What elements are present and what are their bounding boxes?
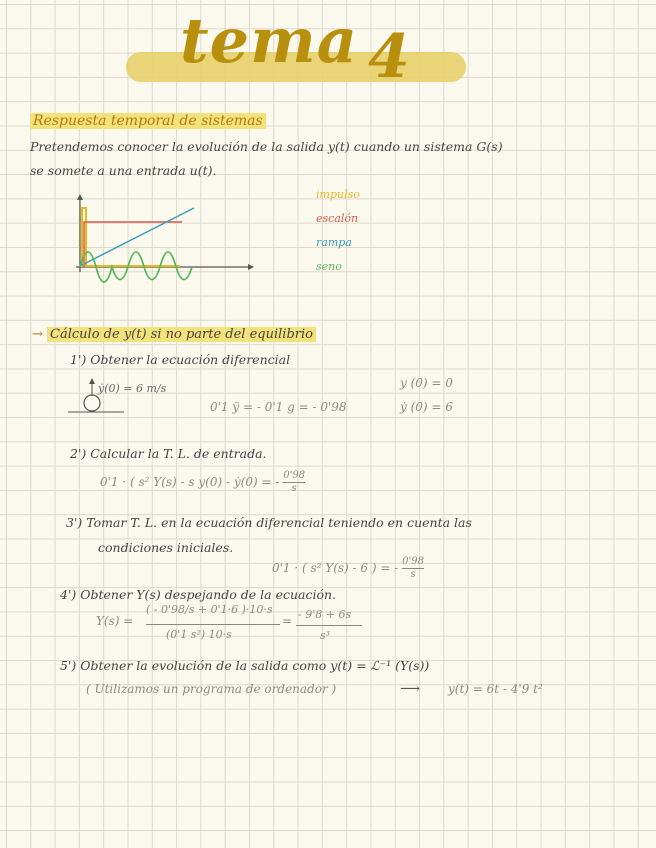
input-signals-graph	[70, 192, 255, 292]
intro-line-2: se somete a una entrada u(t).	[30, 163, 217, 178]
section2-heading: → Cálculo de y(t) si no parte del equilibrio	[32, 327, 316, 342]
step1-equation: 0'1 ÿ = - 0'1 g = - 0'98	[210, 400, 347, 414]
legend-sine: seno	[316, 260, 342, 273]
step4-lhs: Y(s) =	[96, 614, 134, 628]
legend-impulse: impulso	[316, 188, 360, 201]
step4-frac-den: (0'1 s²) 10·s	[166, 628, 232, 641]
step4-equals: =	[282, 614, 293, 628]
page-title: tema	[180, 4, 358, 77]
initial-condition-y: y (0) = 0	[400, 376, 453, 390]
ball-initial-velocity: ẏ(0) = 6 m/s	[98, 382, 167, 395]
step4-frac-num: ( - 0'98/s + 0'1·6 )·10·s	[146, 603, 273, 616]
step3-label-2: condiciones iniciales.	[98, 540, 234, 555]
step-signal	[84, 222, 182, 267]
step2-equation: 0'1 · ( s² Y(s) - s y(0) - ẏ(0) = - $\frac{0'98}{s}$	[100, 470, 306, 494]
step4-label: 4') Obtener Y(s) despejando de la ecuación.	[60, 587, 337, 602]
page-title-number: 4	[368, 22, 411, 92]
legend-step: escalón	[316, 212, 359, 225]
section-heading: Respuesta temporal de sistemas	[30, 113, 266, 129]
step3-label-1: 3') Tomar T. L. en la ecuación diferencial teniendo en cuenta las	[66, 515, 472, 530]
ramp-signal	[80, 208, 194, 266]
intro-line-1: Pretendemos conocer la evolución de la salida y(t) cuando un sistema G(s)	[30, 139, 503, 154]
step5-result: y(t) = 6t - 4'9 t²	[448, 682, 543, 696]
step1-label: 1') Obtener la ecuación diferencial	[70, 352, 291, 367]
step5-label: 5') Obtener la evolución de la salida como y(t) = ℒ⁻¹ (Y(s))	[60, 658, 430, 673]
arrow-right-icon: ⟶	[400, 681, 421, 697]
arrow-right-icon: →	[32, 327, 43, 342]
step2-label: 2') Calcular la T. L. de entrada.	[70, 446, 267, 461]
step4-rhs-num: - 9'8 + 6s	[298, 608, 352, 621]
initial-condition-ydot: ẏ (0) = 6	[400, 400, 453, 414]
step4-rhs-den: s³	[320, 629, 331, 642]
legend-ramp: rampa	[316, 236, 352, 249]
step5-note: ( Utilizamos un programa de ordenador )	[86, 682, 337, 696]
fraction-bar	[296, 625, 362, 626]
fraction-bar	[146, 624, 280, 625]
step3-equation: 0'1 · ( s² Y(s) - 6 ) = - $\frac{0'98}{s}$	[272, 556, 424, 580]
